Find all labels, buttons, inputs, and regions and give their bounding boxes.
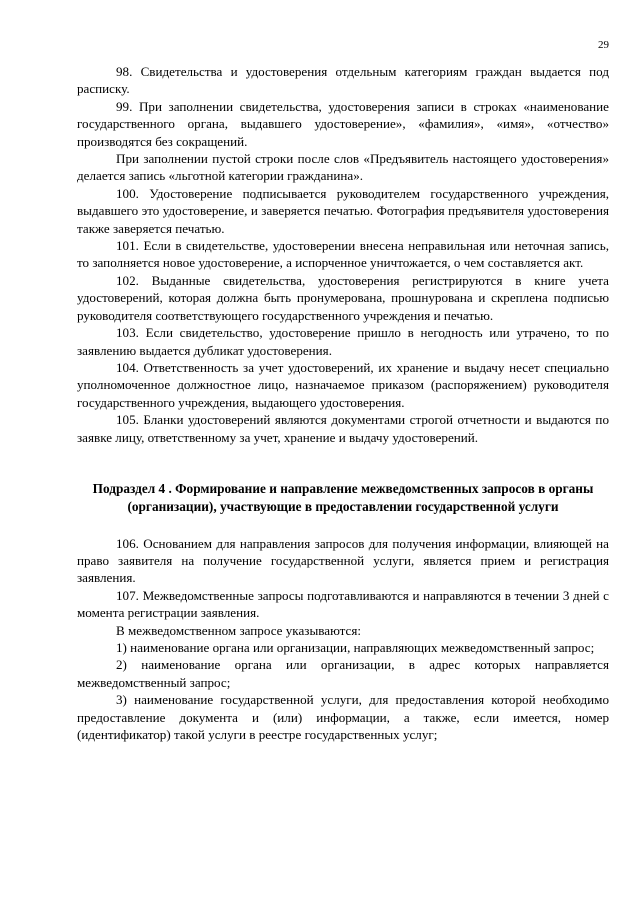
- paragraph-99: 99. При заполнении свидетельства, удостоверения записи в строках «наименование государственного органа, выдавшего удостоверение», «фамилия», «имя», «отчество» производятся без сокращений.: [77, 98, 609, 149]
- section-spacer: [77, 516, 609, 535]
- section-heading: Подраздел 4 . Формирование и направление межведомственных запросов в органы (организации), участвующие в предоставлении государственной услуги: [92, 480, 594, 514]
- paragraph-104: 104. Ответственность за учет удостоверений, их хранение и выдачу несет специально уполномоченное должностное лицо, назначаемое приказом (распоряжением) руководителя государственного учреждения, выдающего удостоверения.: [77, 359, 609, 410]
- section-spacer: [77, 446, 609, 480]
- paragraph-103: 103. Если свидетельство, удостоверение пришло в негодность или утрачено, то по заявлению выдается дубликат удостоверения.: [77, 325, 609, 358]
- page-number: 29: [598, 39, 609, 51]
- list-item-3: 3) наименование государственной услуги, для предоставления которой необходимо предоставление документа и (или) информации, а также, если имеется, номер (идентификатор) такой услуги в реестре государственных услуг;: [77, 692, 609, 742]
- paragraph-101: 101. Если в свидетельстве, удостоверении внесена неправильная или неточная запись, то заполняется новое удостоверение, а испорченное уничтожается, о чем составляется акт.: [77, 238, 609, 271]
- paragraph-99-note: При заполнении пустой строки после слов «Предъявитель настоящего удостоверения» делается запись «льготной категории гражданина».: [77, 151, 609, 184]
- paragraph-100: 100. Удостоверение подписывается руководителем государственного учреждения, выдавшего это удостоверение, и заверяется печатью. Фотография предъявителя удостоверения также заверяется печатью.: [77, 185, 609, 236]
- paragraph-105: 105. Бланки удостоверений являются документами строгой отчетности и выдаются по заявке лицу, ответственному за учет, хранение и выдачу удостоверений.: [77, 412, 609, 445]
- paragraph-98: 98. Свидетельства и удостоверения отдельным категориям граждан выдается под расписку.: [77, 64, 609, 97]
- paragraph-request-intro: В межведомственном запросе указываются:: [116, 622, 362, 638]
- list-item-1: 1) наименование органа или организации, направляющих межведомственный запрос;: [116, 639, 595, 655]
- paragraph-106: 106. Основанием для направления запросов для получения информации, влияющей на право заявителя на получение государственной услуги, является прием и регистрация заявления.: [77, 535, 609, 586]
- document-body: [77, 63, 609, 743]
- paragraph-102: 102. Выданные свидетельства, удостоверения регистрируются в книге учета удостоверений, которая должна быть пронумерована, прошнурована и скреплена подписью руководителя соответствующего государственного учреждения и печатью.: [77, 272, 609, 323]
- paragraph-107: 107. Межведомственные запросы подготавливаются и направляются в течении 3 дней с момента регистрации заявления.: [77, 587, 609, 621]
- list-item-2: 2) наименование органа или организации, в адрес которых направляется межведомственный запрос;: [77, 657, 609, 690]
